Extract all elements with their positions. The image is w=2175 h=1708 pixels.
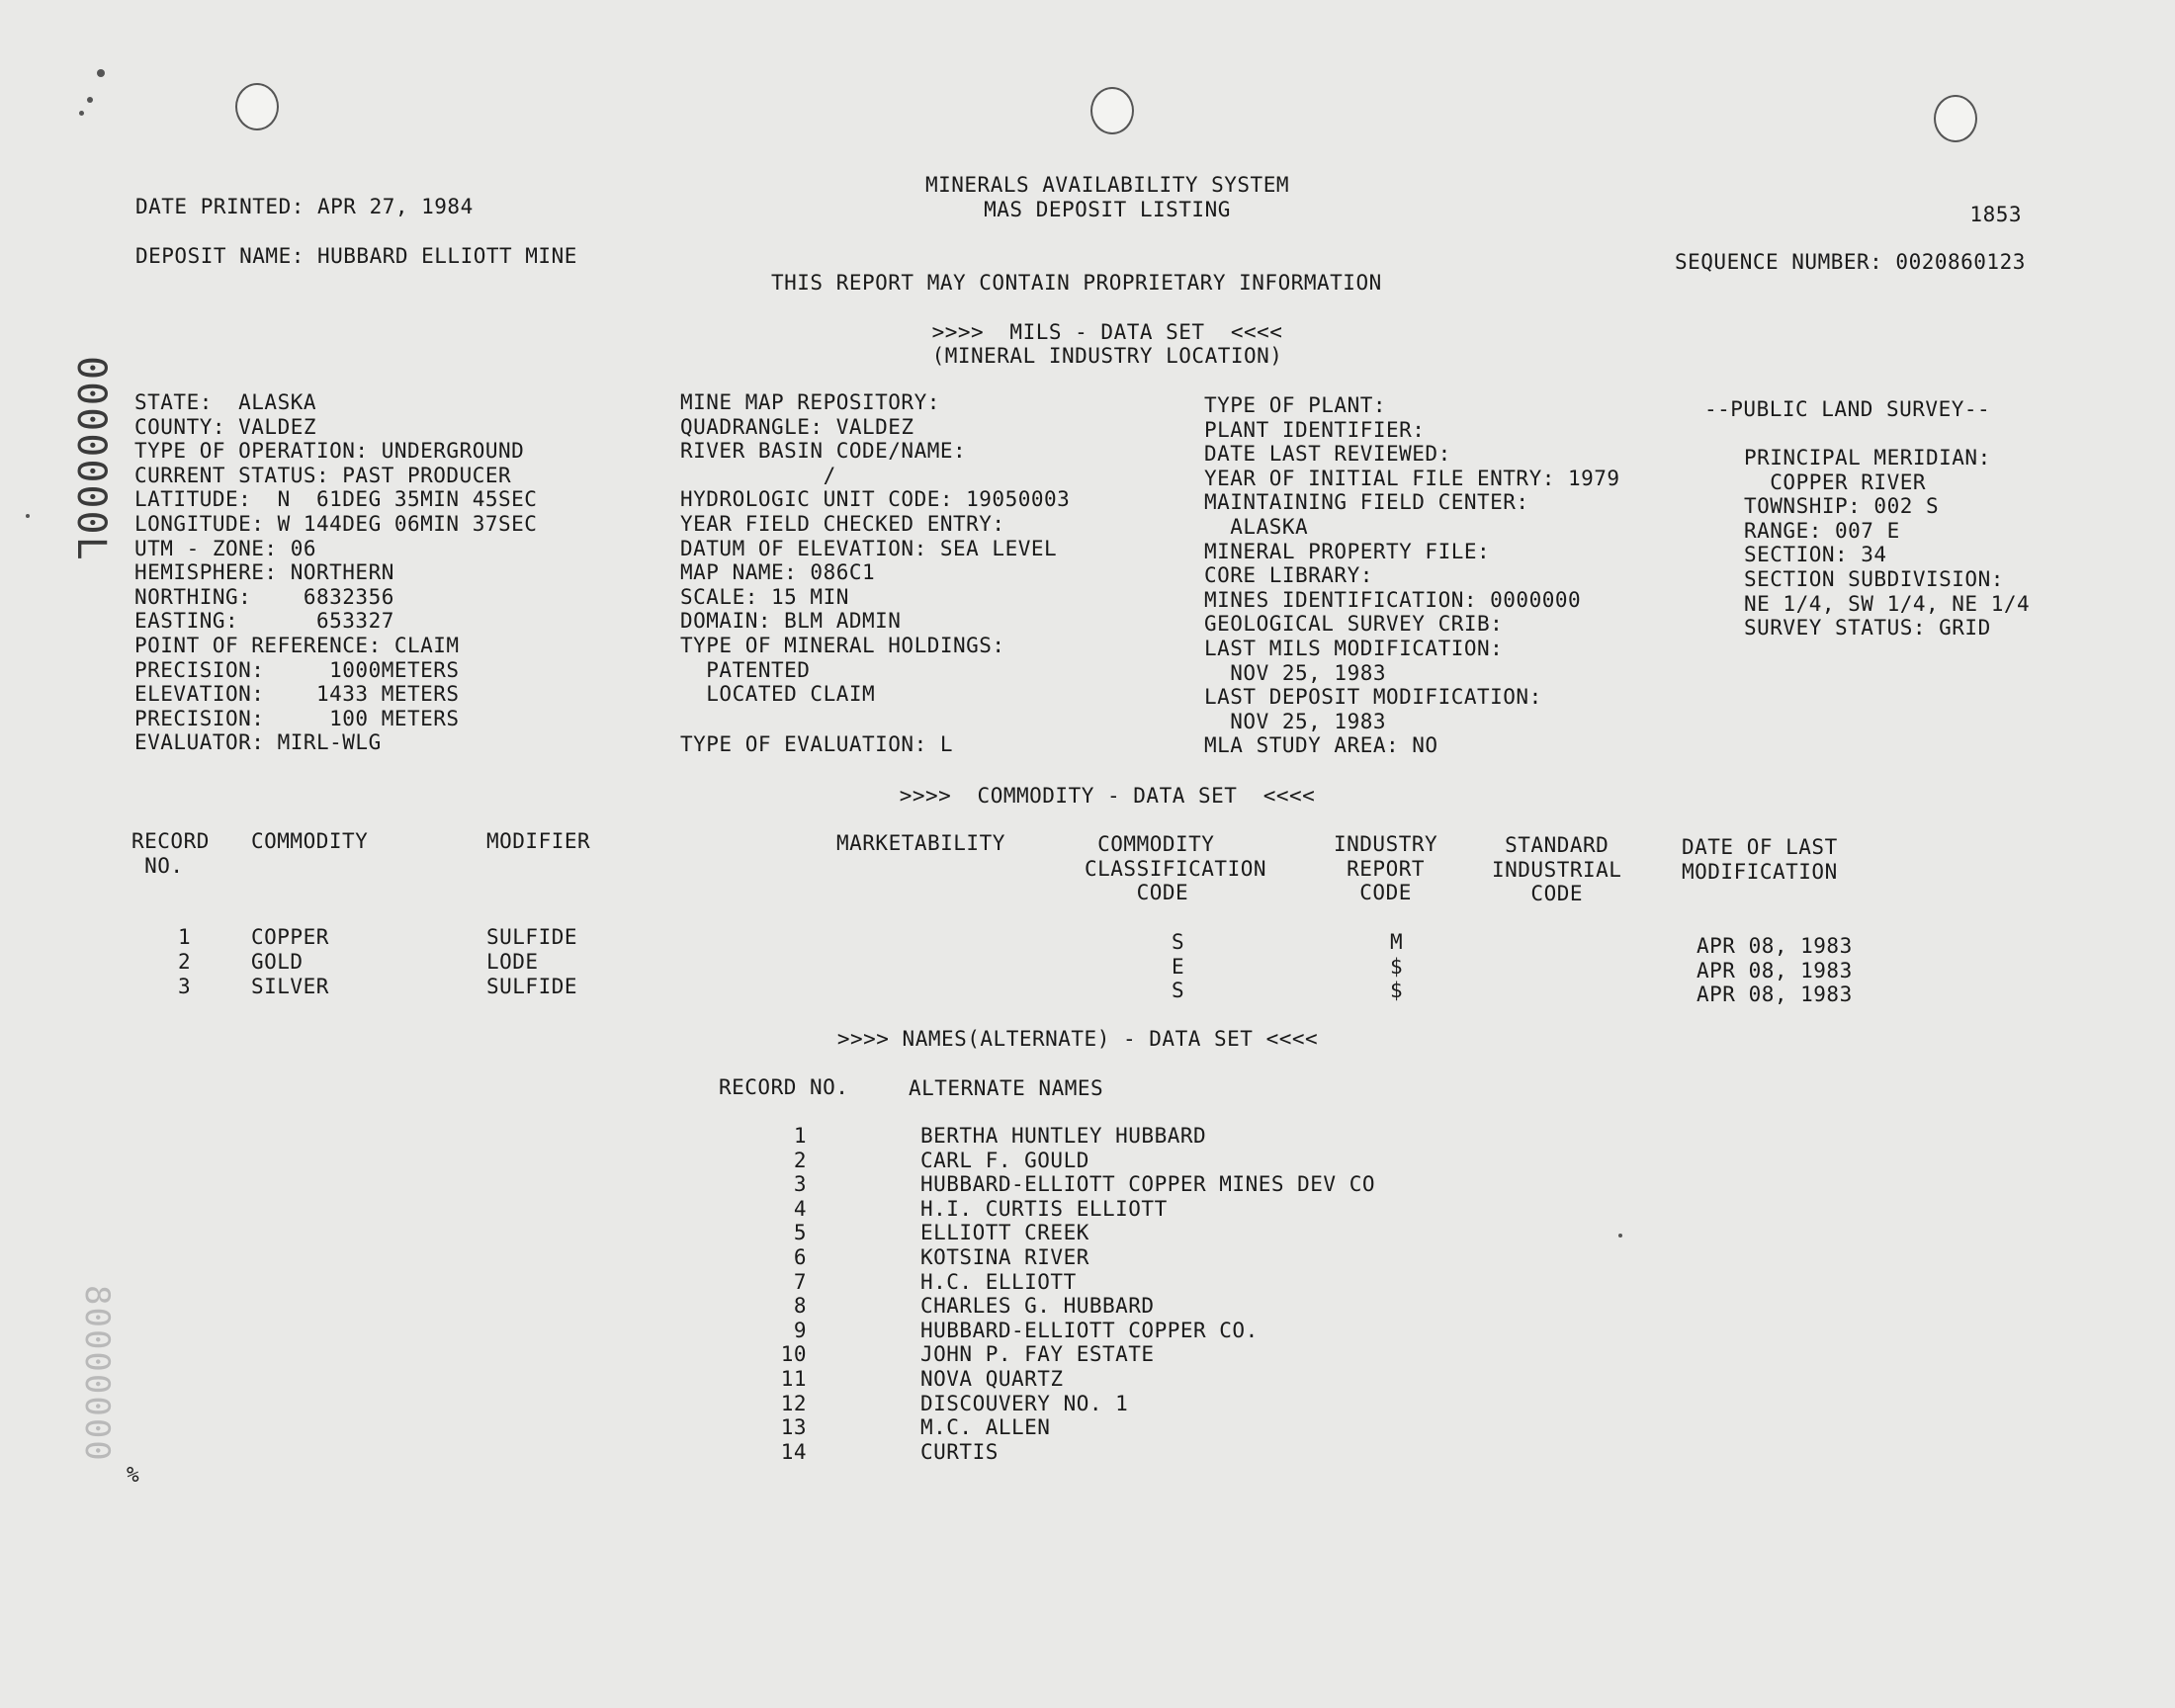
mils-field: PRINCIPAL MERIDIAN: bbox=[1744, 446, 1991, 470]
commodity-row-2-report-code: $ bbox=[1390, 955, 1404, 979]
mils-field: NOV 25, 1983 bbox=[1204, 709, 1387, 733]
mils-field: MAP NAME: 086C1 bbox=[680, 560, 876, 585]
commodity-row-3-commodity: SILVER bbox=[251, 975, 329, 998]
commodity-row-1-report-code: M bbox=[1390, 930, 1404, 954]
mils-field: UTM - ZONE: 06 bbox=[134, 536, 317, 560]
mils-field: RANGE: 007 E bbox=[1744, 518, 1900, 543]
mils-field: COUNTY: VALDEZ bbox=[134, 414, 317, 439]
names-row-no: 9 bbox=[793, 1318, 807, 1342]
mils-field: / bbox=[680, 463, 836, 487]
names-row-no: 1 bbox=[793, 1124, 807, 1148]
names-row-name: CHARLES G. HUBBARD bbox=[920, 1294, 1155, 1319]
mils-field: SURVEY STATUS: GRID bbox=[1744, 616, 1991, 640]
punch-hole-right bbox=[1934, 95, 1977, 142]
mils-field: CORE LIBRARY: bbox=[1204, 563, 1373, 588]
mils-field: ELEVATION: 1433 METERS bbox=[134, 682, 460, 707]
mils-field: DATUM OF ELEVATION: SEA LEVEL bbox=[680, 536, 1058, 560]
names-row-no: 2 bbox=[793, 1148, 807, 1172]
commodity-row-2-date: APR 08, 1983 bbox=[1696, 959, 1853, 982]
mils-field: LAST DEPOSIT MODIFICATION: bbox=[1204, 685, 1542, 710]
col-header-classification: COMMODITY CLASSIFICATION CODE bbox=[1085, 832, 1267, 905]
mils-field: TYPE OF OPERATION: UNDERGROUND bbox=[134, 439, 525, 464]
mils-field: TYPE OF EVALUATION: L bbox=[680, 732, 954, 756]
col-header-record: RECORD NO. bbox=[131, 829, 210, 878]
mils-field: LONGITUDE: W 144DEG 06MIN 37SEC bbox=[134, 512, 538, 536]
mils-field: EVALUATOR: MIRL-WLG bbox=[134, 730, 382, 755]
names-row-no: 7 bbox=[793, 1269, 807, 1294]
commodity-row-1-date: APR 08, 1983 bbox=[1696, 934, 1853, 958]
names-row-no: 8 bbox=[793, 1294, 807, 1319]
mils-field: RIVER BASIN CODE/NAME: bbox=[680, 439, 967, 464]
names-row-name: CURTIS bbox=[920, 1439, 999, 1464]
names-row-name: HUBBARD-ELLIOTT COPPER CO. bbox=[920, 1318, 1259, 1342]
ink-speck bbox=[97, 69, 105, 77]
mils-field: GEOLOGICAL SURVEY CRIB: bbox=[1204, 612, 1504, 637]
proprietary-notice: THIS REPORT MAY CONTAIN PROPRIETARY INFORMATION bbox=[771, 271, 1382, 295]
commodity-row-3-date: APR 08, 1983 bbox=[1696, 982, 1853, 1006]
names-row-name: JOHN P. FAY ESTATE bbox=[920, 1342, 1155, 1367]
mils-field: MINE MAP REPOSITORY: bbox=[680, 390, 940, 414]
mils-field: SECTION SUBDIVISION: bbox=[1744, 567, 2004, 591]
mils-field: NE 1/4, SW 1/4, NE 1/4 bbox=[1744, 591, 2031, 616]
mils-field: PLANT IDENTIFIER: bbox=[1204, 417, 1426, 442]
commodity-row-3-no: 3 bbox=[178, 975, 192, 998]
mils-field: TYPE OF MINERAL HOLDINGS: bbox=[680, 634, 1005, 657]
sequence-number: SEQUENCE NUMBER: 0020860123 bbox=[1675, 250, 2026, 274]
names-title: >>>> NAMES(ALTERNATE) - DATA SET <<<< bbox=[836, 1027, 1319, 1051]
names-row-no: 3 bbox=[793, 1172, 807, 1197]
mils-field: PRECISION: 1000METERS bbox=[134, 657, 460, 682]
mils-field: NORTHING: 6832356 bbox=[134, 584, 394, 609]
col-header-commodity: COMMODITY bbox=[251, 829, 369, 853]
mils-field: DOMAIN: BLM ADMIN bbox=[680, 609, 902, 634]
names-row-name: H.I. CURTIS ELLIOTT bbox=[920, 1196, 1168, 1221]
margin-stamp-bottom: 80000000 bbox=[77, 1285, 117, 1463]
commodity-row-1-no: 1 bbox=[178, 925, 192, 949]
commodity-row-2-commodity: GOLD bbox=[251, 950, 304, 974]
mils-field: NOV 25, 1983 bbox=[1204, 660, 1387, 685]
col-header-marketability: MARKETABILITY bbox=[836, 831, 1005, 855]
names-header-alternate: ALTERNATE NAMES bbox=[909, 1076, 1104, 1100]
commodity-row-2-modifier: LODE bbox=[486, 950, 539, 974]
mils-field: TYPE OF PLANT: bbox=[1204, 393, 1387, 417]
mils-title: >>>> MILS - DATA SET <<<< bbox=[931, 320, 1283, 344]
mils-field: POINT OF REFERENCE: CLAIM bbox=[134, 634, 460, 657]
commodity-title: >>>> COMMODITY - DATA SET <<<< bbox=[899, 784, 1316, 808]
names-row-name: CARL F. GOULD bbox=[920, 1148, 1089, 1172]
col-header-standard-industrial: STANDARD INDUSTRIAL CODE bbox=[1492, 833, 1622, 906]
page-number: 1853 bbox=[1969, 203, 2022, 226]
mils-field: SECTION: 34 bbox=[1744, 543, 1887, 567]
names-row-no: 5 bbox=[793, 1221, 807, 1245]
mils-field: TOWNSHIP: 002 S bbox=[1744, 494, 1940, 519]
mils-field: QUADRANGLE: VALDEZ bbox=[680, 414, 914, 439]
mils-field: MAINTAINING FIELD CENTER: bbox=[1204, 490, 1529, 515]
listing-title: MAS DEPOSIT LISTING bbox=[984, 198, 1231, 221]
mils-field: YEAR FIELD CHECKED ENTRY: bbox=[680, 512, 1005, 536]
names-header-record: RECORD NO. bbox=[719, 1075, 849, 1099]
col-header-industry-report: INDUSTRY REPORT CODE bbox=[1334, 832, 1438, 905]
names-row-name: ELLIOTT CREEK bbox=[920, 1221, 1089, 1245]
commodity-row-1-class-code: S bbox=[1172, 930, 1185, 954]
ink-speck bbox=[1618, 1234, 1622, 1238]
ink-speck bbox=[79, 111, 84, 116]
commodity-row-3-modifier: SULFIDE bbox=[486, 975, 578, 998]
names-row-name: M.C. ALLEN bbox=[920, 1415, 1051, 1440]
mils-field: PRECISION: 100 METERS bbox=[134, 706, 460, 730]
col-header-date-last-modification: DATE OF LAST MODIFICATION bbox=[1682, 835, 1838, 884]
mils-field: DATE LAST REVIEWED: bbox=[1204, 442, 1451, 467]
mils-field: LATITUDE: N 61DEG 35MIN 45SEC bbox=[134, 487, 538, 512]
names-row-name: HUBBARD-ELLIOTT COPPER MINES DEV CO bbox=[920, 1172, 1376, 1197]
mils-field: MLA STUDY AREA: NO bbox=[1204, 733, 1438, 758]
deposit-name: DEPOSIT NAME: HUBBARD ELLIOTT MINE bbox=[135, 244, 577, 268]
mils-field: STATE: ALASKA bbox=[134, 390, 317, 414]
system-title: MINERALS AVAILABILITY SYSTEM bbox=[924, 173, 1289, 197]
margin-stamp-top: 0000000L bbox=[68, 356, 114, 562]
commodity-row-2-no: 2 bbox=[178, 950, 192, 974]
margin-percent: % bbox=[127, 1463, 140, 1487]
mils-field: SCALE: 15 MIN bbox=[680, 584, 849, 609]
commodity-row-2-class-code: E bbox=[1172, 955, 1185, 979]
ink-speck bbox=[26, 514, 30, 518]
names-row-no: 12 bbox=[780, 1391, 807, 1415]
commodity-row-1-commodity: COPPER bbox=[251, 925, 329, 949]
mils-field: ALASKA bbox=[1204, 515, 1309, 539]
mils-field: HEMISPHERE: NORTHERN bbox=[134, 560, 394, 585]
mils-field: LOCATED CLAIM bbox=[680, 682, 876, 707]
date-printed: DATE PRINTED: APR 27, 1984 bbox=[135, 195, 474, 218]
names-row-name: KOTSINA RIVER bbox=[920, 1245, 1089, 1269]
names-row-no: 11 bbox=[780, 1367, 807, 1391]
col-header-modifier: MODIFIER bbox=[486, 829, 591, 853]
commodity-row-3-class-code: S bbox=[1172, 979, 1185, 1002]
names-row-no: 14 bbox=[780, 1439, 807, 1464]
mils-subtitle: (MINERAL INDUSTRY LOCATION) bbox=[931, 344, 1283, 368]
punch-hole-center bbox=[1090, 87, 1134, 134]
names-row-no: 4 bbox=[793, 1196, 807, 1221]
mils-field: YEAR OF INITIAL FILE ENTRY: 1979 bbox=[1204, 466, 1620, 490]
names-row-no: 10 bbox=[780, 1342, 807, 1367]
public-land-survey-title: --PUBLIC LAND SURVEY-- bbox=[1704, 397, 1991, 421]
names-row-no: 13 bbox=[780, 1415, 807, 1440]
mils-field: CURRENT STATUS: PAST PRODUCER bbox=[134, 463, 512, 487]
mils-field: EASTING: 653327 bbox=[134, 609, 394, 634]
ink-speck bbox=[87, 97, 93, 103]
commodity-row-1-modifier: SULFIDE bbox=[486, 925, 578, 949]
mils-field: HYDROLOGIC UNIT CODE: 19050003 bbox=[680, 487, 1071, 512]
mils-field: MINERAL PROPERTY FILE: bbox=[1204, 539, 1491, 563]
names-row-no: 6 bbox=[793, 1245, 807, 1269]
names-row-name: NOVA QUARTZ bbox=[920, 1367, 1064, 1391]
mils-field: LAST MILS MODIFICATION: bbox=[1204, 637, 1504, 660]
names-row-name: H.C. ELLIOTT bbox=[920, 1269, 1077, 1294]
mils-field: COPPER RIVER bbox=[1744, 470, 1927, 494]
names-row-name: BERTHA HUNTLEY HUBBARD bbox=[920, 1124, 1207, 1148]
mils-field: MINES IDENTIFICATION: 0000000 bbox=[1204, 587, 1582, 612]
commodity-row-3-report-code: $ bbox=[1390, 979, 1404, 1002]
mils-field: PATENTED bbox=[680, 657, 811, 682]
names-row-name: DISCOUVERY NO. 1 bbox=[920, 1391, 1129, 1415]
punch-hole-left bbox=[235, 83, 279, 130]
